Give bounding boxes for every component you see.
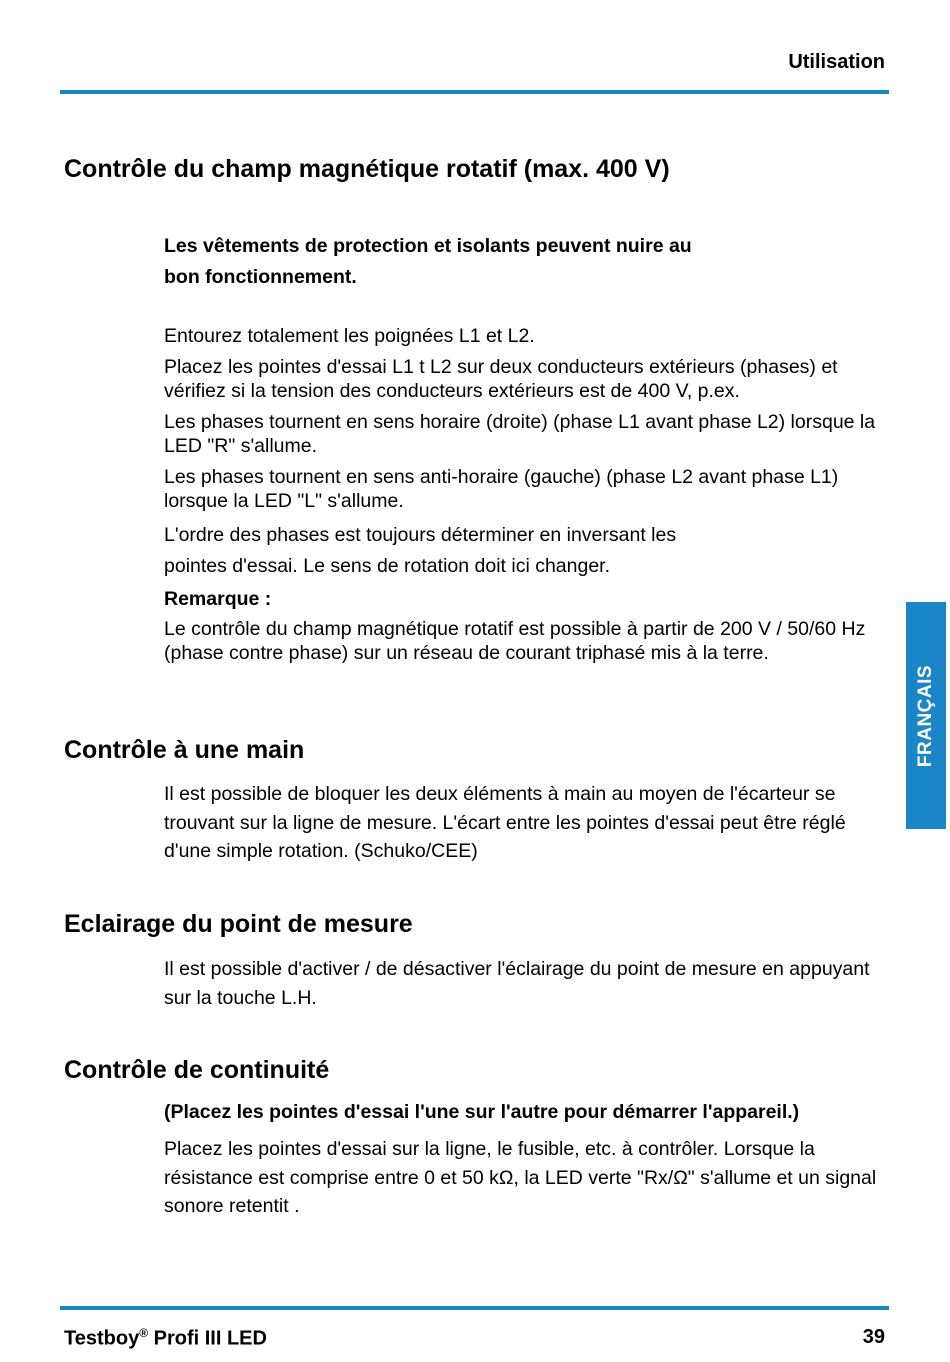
footer-product xyxy=(64,1326,267,1351)
heading-lighting: Eclairage du point de mesure xyxy=(64,910,413,938)
rotary-paragraph-3: Les phases tournent en sens horaire (droite) (phase L1 avant phase L2) lorsque la LED "R" s'allume. xyxy=(164,411,876,457)
rotary-paragraph-4: Les phases tournent en sens anti-horaire (gauche) (phase L2 avant phase L1) lorsque la LED "L" s'allume. xyxy=(164,466,839,512)
rotary-warning xyxy=(164,231,888,293)
rotary-warning-line-1: Les vêtements de protection et isolants peuvent nuire au xyxy=(164,235,692,257)
rotary-warning-line-2: bon fonctionnement. xyxy=(164,266,357,288)
remark-text: Le contrôle du champ magnétique rotatif est possible à partir de 200 V / 50/60 Hz (phase contre phase) sur un réseau de courant triphasé mis à la terre. xyxy=(164,618,866,664)
lighting-text: Il est possible d'activer / de désactiver l'éclairage du point de mesure en appuyant sur la touche L.H. xyxy=(164,958,870,1009)
heading-rotary-field: Contrôle du champ magnétique rotatif (max. 400 V) xyxy=(64,155,670,183)
remark-label: Remarque : xyxy=(164,588,272,610)
language-side-tab xyxy=(906,602,946,829)
rotary-paragraph-5 xyxy=(164,520,888,582)
page-number: 39 xyxy=(862,1326,885,1348)
heading-continuity: Contrôle de continuité xyxy=(64,1056,330,1084)
rotary-body xyxy=(164,324,888,672)
heading-one-hand: Contrôle à une main xyxy=(64,736,305,764)
rotary-paragraph-1: Entourez totalement les poignées L1 et L2. xyxy=(164,325,535,347)
header-rule xyxy=(60,90,889,94)
language-side-tab-label: FRANÇAIS xyxy=(915,664,936,767)
rotary-paragraph-5-line-2: pointes d'essai. Le sens de rotation doit ici changer. xyxy=(164,555,611,577)
footer-registered-mark: ® xyxy=(139,1326,149,1340)
rotary-paragraph-2: Placez les pointes d'essai L1 t L2 sur deux conducteurs extérieurs (phases) et vérifiez si la tension des conducteurs extérieurs est de 400 V, p.ex. xyxy=(164,356,838,402)
one-hand-text: Il est possible de bloquer les deux éléments à main au moyen de l'écarteur se trouvant sur la ligne de mesure. L'écart entre les pointes d'essai peut être réglé d'une simple rotation. (Schuko/CEE) xyxy=(164,783,846,862)
footer-rule xyxy=(60,1306,889,1310)
rotary-paragraph-5-line-1: L'ordre des phases est toujours déterminer en inversant les xyxy=(164,524,677,546)
continuity-text: Placez les pointes d'essai sur la ligne, le fusible, etc. à contrôler. Lorsque la résistance est comprise entre 0 et 50 kΩ, la LED verte "Rx/Ω" s'allume et un signal sonore retentit . xyxy=(164,1138,877,1217)
header-title: Utilisation xyxy=(788,51,885,73)
footer-brand: Testboy xyxy=(64,1327,140,1350)
continuity-note: (Placez les pointes d'essai l'une sur l'autre pour démarrer l'appareil.) xyxy=(164,1101,800,1123)
footer-product-name: Profi III LED xyxy=(148,1327,267,1350)
